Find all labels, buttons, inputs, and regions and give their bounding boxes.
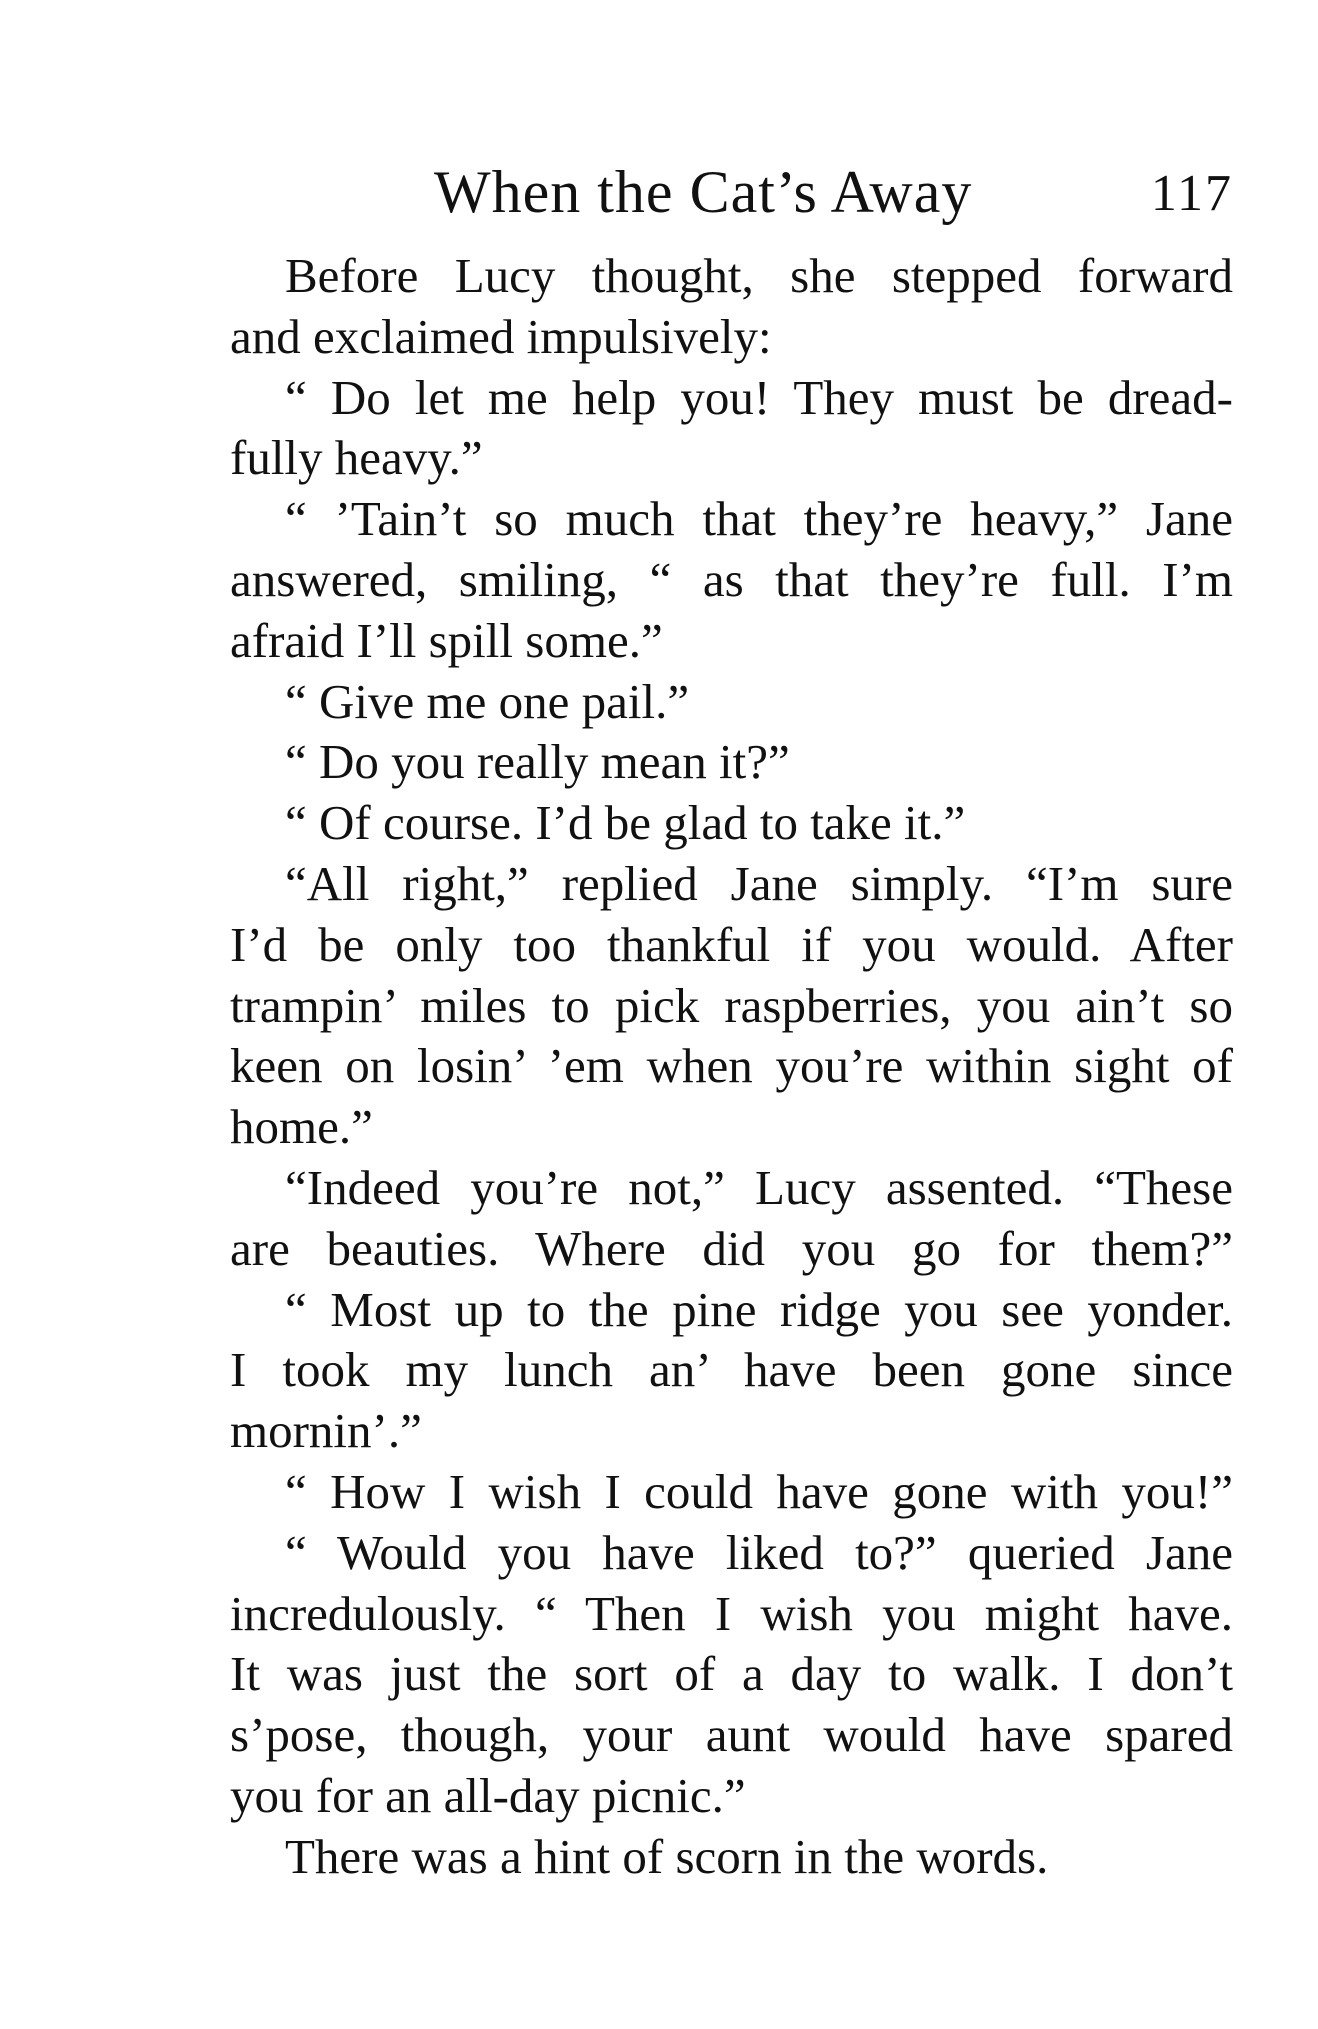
text-line: and exclaimed impulsively: [230, 308, 772, 364]
running-head [230, 152, 1233, 232]
text-line: s’pose, though, your aunt would have spared [230, 1707, 1233, 1763]
text-line: mornin’.” [230, 1403, 422, 1459]
text-line: “ Give me one pail.” [285, 673, 690, 729]
text-line: “ How I wish I could have gone with you!” [285, 1463, 1233, 1519]
text-line: Before Lucy thought, she stepped forward [285, 248, 1233, 303]
text-line: home.” [230, 1099, 373, 1155]
text-line: incredulously. “ Then I wish you might have. [230, 1585, 1233, 1641]
text-line: It was just the sort of a day to walk. I don’t [230, 1646, 1233, 1702]
text-line: “ Do let me help you! They must be dread- [285, 369, 1233, 425]
text-line: I took my lunch an’ have been gone since [230, 1342, 1233, 1398]
text-line: you for an all-day picnic.” [230, 1767, 746, 1823]
text-line: “ Most up to the pine ridge you see yonder. [285, 1281, 1233, 1337]
text-line: keen on losin’ ’em when you’re within sight of [230, 1038, 1233, 1094]
text-line: trampin’ miles to pick raspberries, you ain’t so [230, 977, 1233, 1033]
text-line: “ Do you really mean it?” [285, 734, 790, 790]
text-line: afraid I’ll spill some.” [230, 612, 663, 668]
text-line: “ Of course. I’d be glad to take it.” [285, 795, 966, 851]
text-line: There was a hint of scorn in the words. [285, 1828, 1049, 1884]
text-line: “ ’Tain’t so much that they’re heavy,” Jane [285, 491, 1233, 547]
body-text [230, 246, 1233, 1888]
text-line: fully heavy.” [230, 430, 483, 486]
text-line: are beauties. Where did you go for them?” [230, 1220, 1233, 1276]
text-line: I’d be only too thankful if you would. After [230, 916, 1233, 972]
text-line: answered, smiling, “ as that they’re full. I’m [230, 551, 1233, 607]
text-line: “All right,” replied Jane simply. “I’m sure [285, 855, 1233, 911]
page-number: 117 [1150, 165, 1233, 222]
text-line: “Indeed you’re not,” Lucy assented. “These [285, 1159, 1233, 1215]
running-title: When the Cat’s Away [434, 159, 973, 225]
text-line: “ Would you have liked to?” queried Jane [285, 1524, 1233, 1580]
